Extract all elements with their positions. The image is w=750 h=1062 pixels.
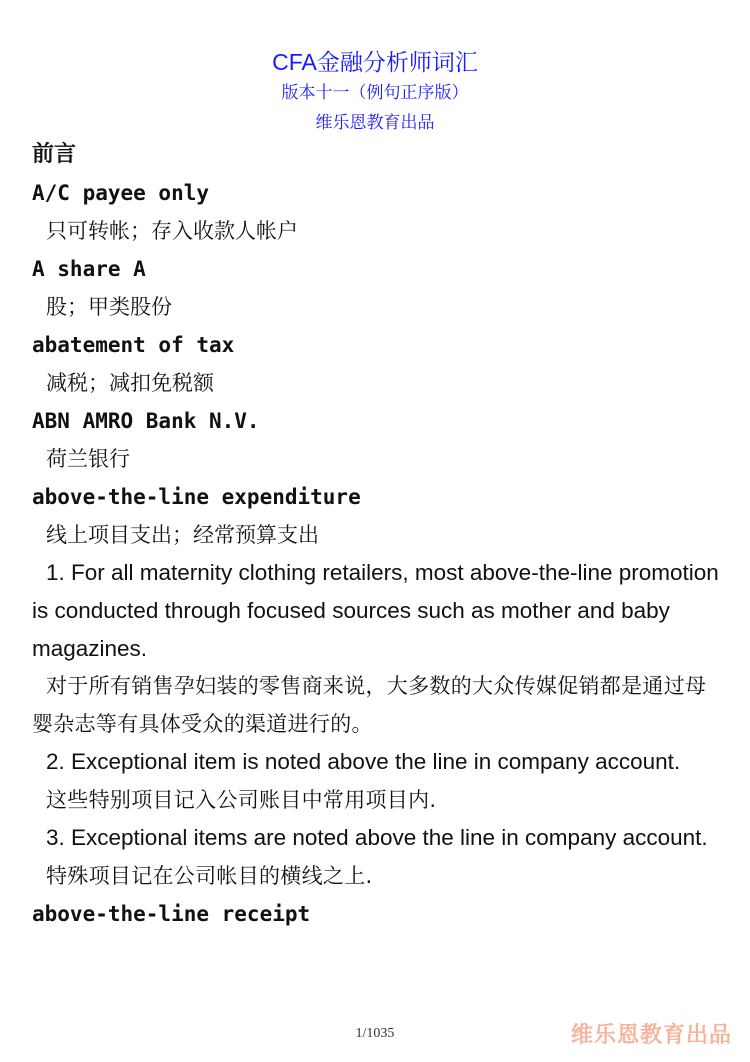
document-subtitle: 版本十一（例句正序版） [281,83,469,103]
entry-term: abatement of tax [32,333,235,357]
entry-definition: 荷兰银行 [46,447,130,471]
preface-heading: 前言 [32,142,77,167]
glossary-content [32,136,722,933]
example-sentence-en: 2. Exceptional item is noted above the line in company account. [46,749,681,775]
entry-definition: 线上项目支出；经常预算支出 [46,523,319,547]
document-publisher: 维乐恩教育出品 [315,113,435,133]
example-sentence-zh: 对于所有销售孕妇装的零售商来说，大多数的大众传媒促销都是通过母婴杂志等有具体受众的渠道进行的。 [32,674,707,737]
example-sentence-zh: 特殊项目记在公司帐目的横线之上. [46,863,373,888]
page-number: 1/1035 [355,1026,395,1041]
entry-term: A share A [32,257,146,281]
entry-term: ABN AMRO Bank N.V. [32,409,260,433]
example-sentence-en: 1. For all maternity clothing retailers, most above-the-line promotion is conducted through focused sources such as mother and baby magazines. [32,560,719,661]
entry-term: A/C payee only [32,181,210,205]
entry-definition: 股；甲类股份 [46,295,172,319]
document-title: CFA金融分析师词汇 [272,49,478,75]
example-sentence-zh: 这些特别项目记入公司账目中常用项目内. [46,788,437,813]
publisher-watermark: 维乐恩教育出品 [570,1023,732,1048]
entry-term: above-the-line receipt [32,901,311,926]
entry-definition: 减税；减扣免税额 [46,371,214,395]
entry-term: above-the-line expenditure [32,485,361,509]
example-sentence-en: 3. Exceptional items are noted above the line in company account. [46,825,708,851]
entry-definition: 只可转帐；存入收款人帐户 [46,219,298,243]
